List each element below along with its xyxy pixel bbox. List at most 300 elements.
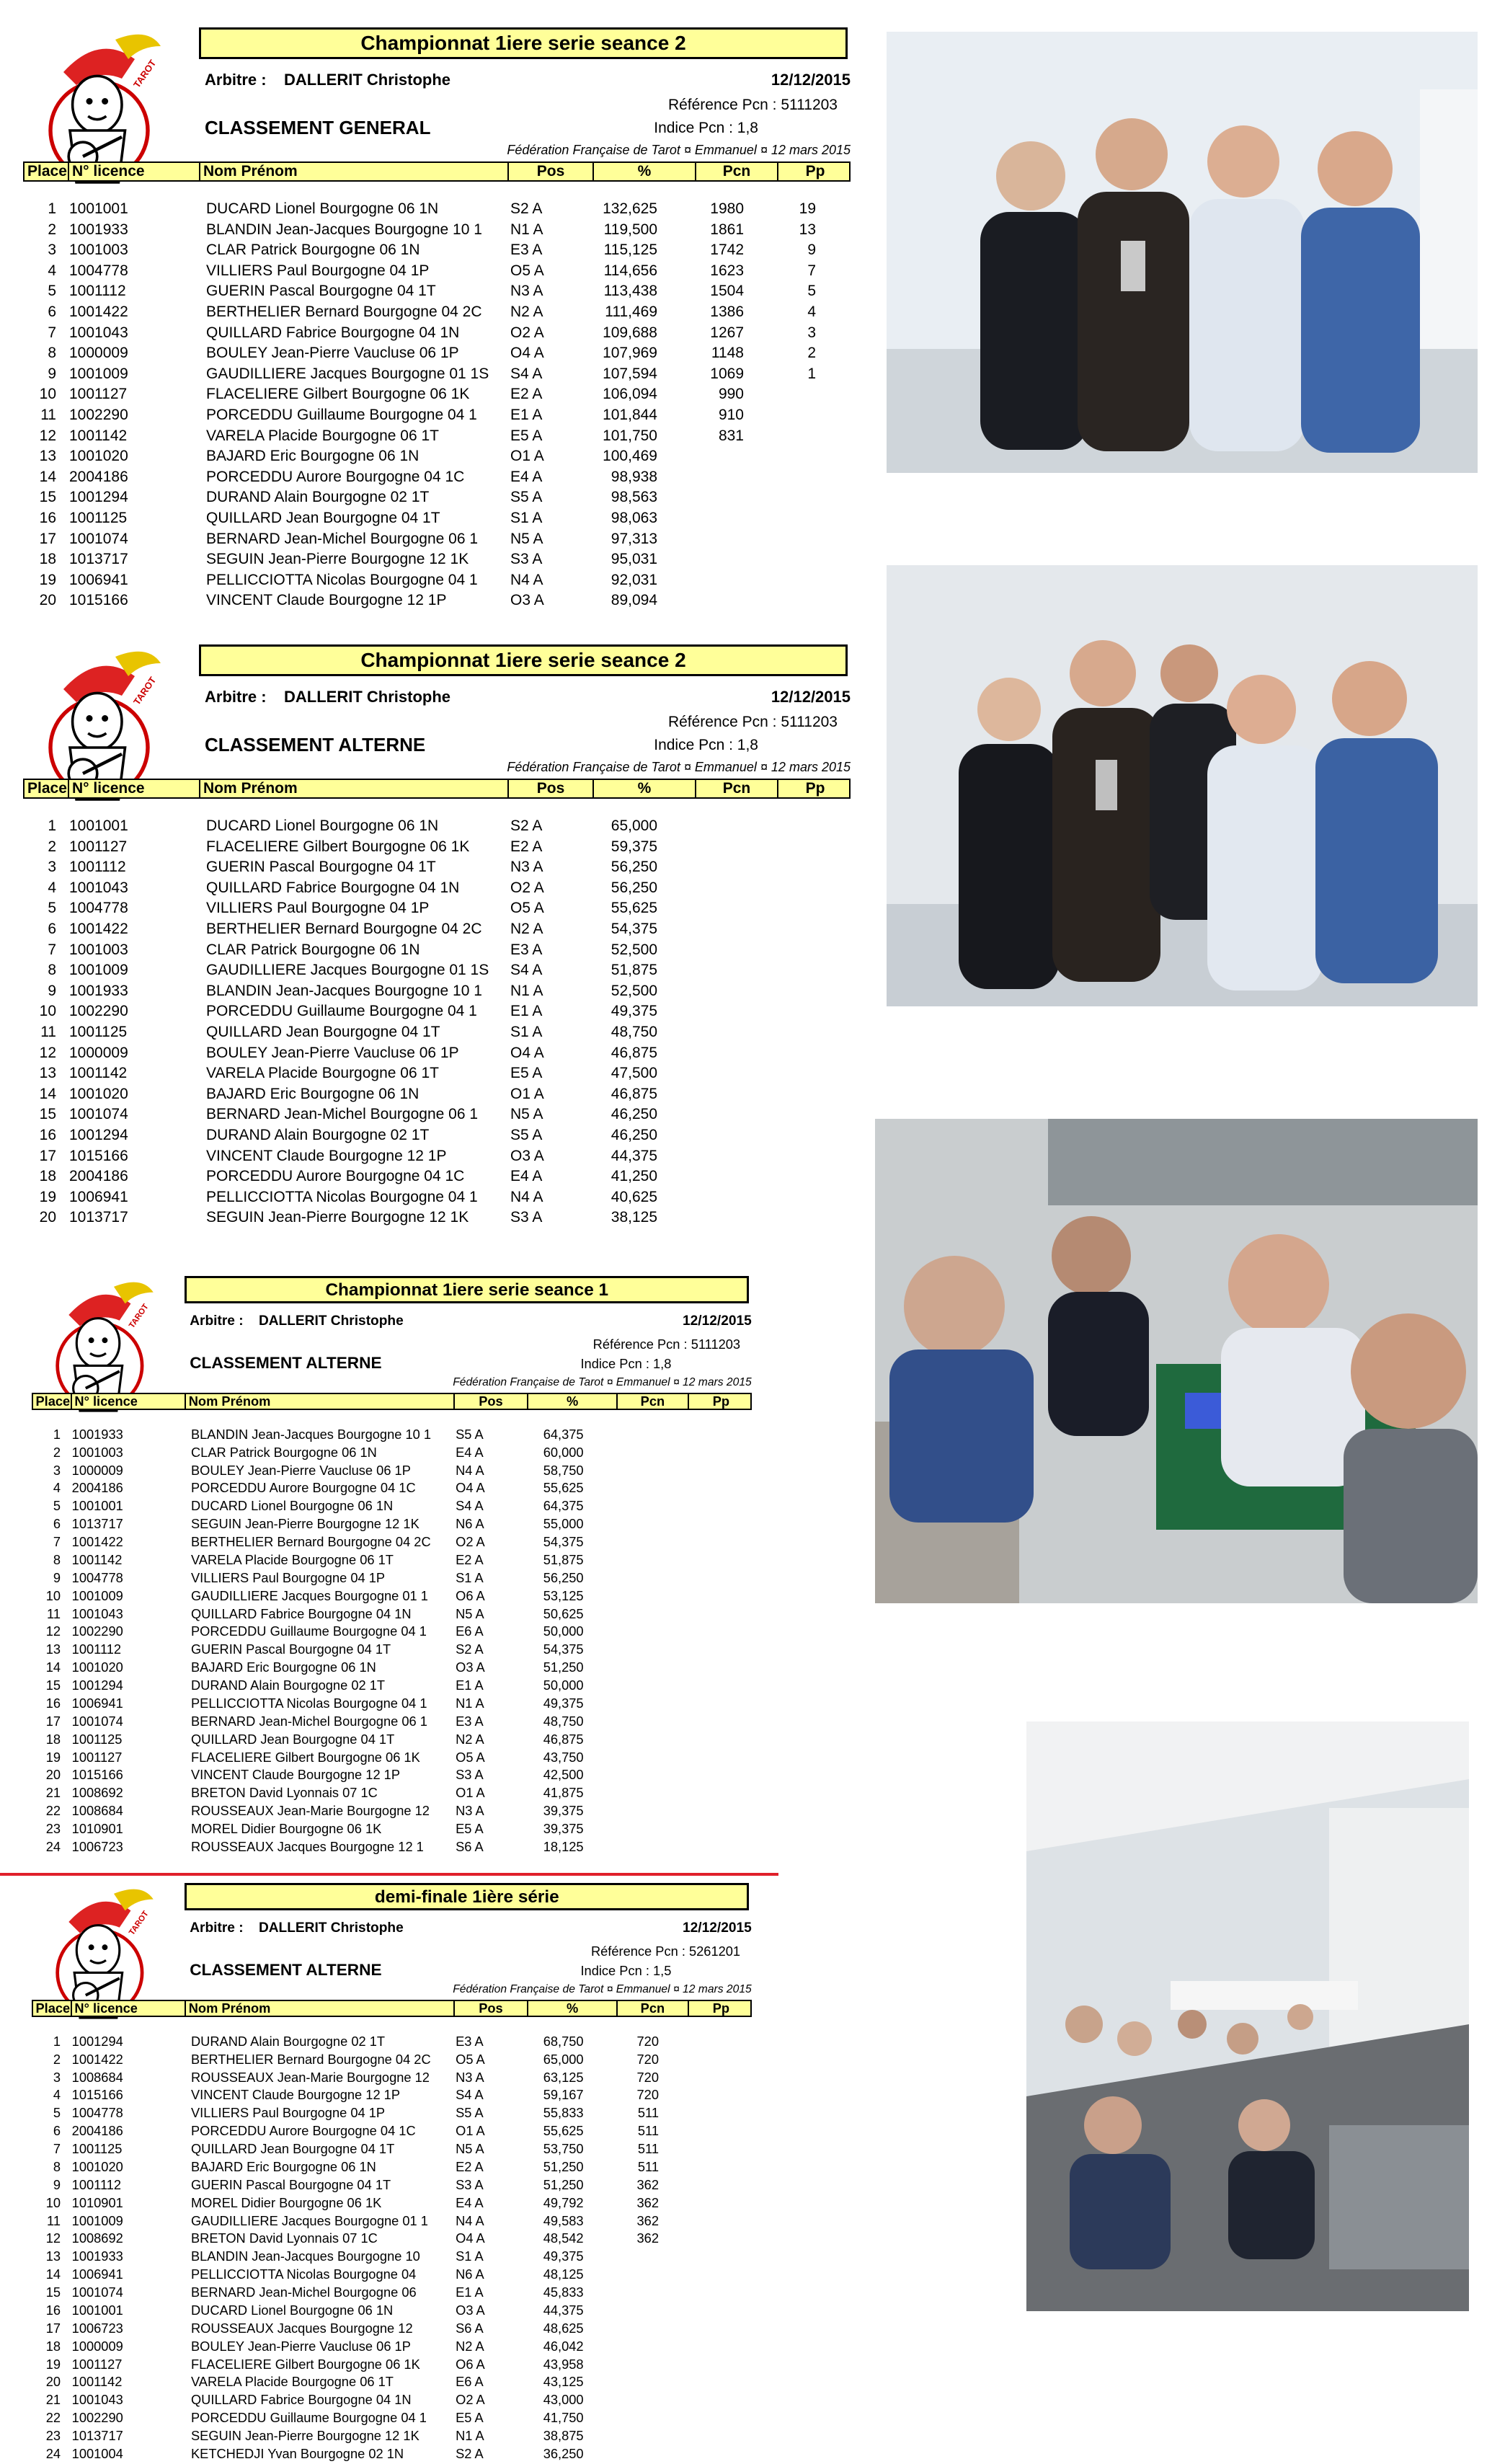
table-cell: 14 bbox=[39, 1085, 56, 1102]
table-cell: 40,625 bbox=[611, 1188, 657, 1205]
table-cell: O5 A bbox=[510, 900, 544, 917]
table-row bbox=[23, 324, 851, 345]
table-row bbox=[32, 1606, 752, 1624]
logo-text: TAROT bbox=[128, 1909, 151, 1937]
table-cell: 50,000 bbox=[543, 1623, 584, 1639]
table-cell: DUCARD Lionel Bourgogne 06 1N bbox=[190, 2302, 394, 2318]
table-cell: 1861 bbox=[710, 221, 744, 238]
header-cell: Pp bbox=[712, 2000, 730, 2016]
table-cell: 1001043 bbox=[69, 324, 128, 341]
table-cell: 2 bbox=[48, 838, 56, 855]
table-cell: 1 bbox=[807, 365, 816, 382]
table-cell: 4 bbox=[53, 1480, 61, 1496]
table-cell: PORCEDDU Guillaume Bourgogne 04 1 bbox=[206, 406, 477, 423]
table-cell: O3 A bbox=[510, 592, 544, 609]
table-cell: S4 A bbox=[510, 962, 543, 979]
table-cell: 56,250 bbox=[611, 859, 657, 876]
table-cell: 98,063 bbox=[611, 509, 657, 526]
table-cell: ROUSSEAUX Jacques Bourgogne 12 bbox=[190, 2320, 413, 2336]
table-cell: DURAND Alain Bourgogne 02 1T bbox=[190, 2033, 386, 2049]
table-cell: E5 A bbox=[510, 427, 543, 444]
table-cell: 19 bbox=[45, 1749, 61, 1765]
table-cell: 3 bbox=[807, 324, 816, 341]
table-cell: N3 A bbox=[456, 2069, 484, 2085]
table-cell: SEGUIN Jean-Pierre Bourgogne 12 1K bbox=[190, 1516, 419, 1532]
table-cell: E3 A bbox=[456, 1713, 484, 1729]
table-cell: 1001294 bbox=[71, 2033, 123, 2049]
table-cell: BERTHELIER Bernard Bourgogne 04 2C bbox=[190, 2051, 431, 2067]
table-cell: VINCENT Claude Bourgogne 12 1P bbox=[206, 1147, 447, 1164]
table-cell: 59,167 bbox=[543, 2087, 584, 2103]
table-cell: 46,875 bbox=[543, 1731, 584, 1747]
table-row bbox=[32, 2446, 752, 2464]
table-cell: 48,750 bbox=[543, 1713, 584, 1729]
table-cell: 43,750 bbox=[543, 1749, 584, 1765]
section-title: demi-finale 1ière série bbox=[185, 1883, 749, 1910]
table-cell: BERTHELIER Bernard Bourgogne 04 2C bbox=[190, 1534, 431, 1550]
table-cell: 13 bbox=[39, 448, 56, 465]
table-cell: 15 bbox=[39, 489, 56, 506]
table-cell: 46,250 bbox=[611, 1126, 657, 1143]
table-cell: E4 A bbox=[456, 1444, 484, 1460]
table-cell: DUCARD Lionel Bourgogne 06 1N bbox=[206, 200, 439, 217]
table-cell: 50,625 bbox=[543, 1605, 584, 1621]
table-header bbox=[23, 161, 851, 182]
table-cell: 9 bbox=[48, 365, 56, 382]
table-cell: 55,625 bbox=[611, 900, 657, 917]
table-row bbox=[23, 1148, 851, 1169]
table-cell: 54,375 bbox=[611, 920, 657, 937]
table-cell: BOULEY Jean-Pierre Vaucluse 06 1P bbox=[190, 1462, 411, 1478]
table-row bbox=[32, 2374, 752, 2392]
table-cell: 1006941 bbox=[71, 1695, 123, 1711]
table-cell: 14 bbox=[45, 1659, 61, 1675]
table-row bbox=[23, 365, 851, 386]
header-cell: Pp bbox=[805, 163, 825, 180]
header-cell: Nom Prénom bbox=[200, 780, 509, 797]
table-cell: 990 bbox=[718, 386, 744, 403]
table-cell: 5 bbox=[48, 900, 56, 917]
table-cell: FLACELIERE Gilbert Bourgogne 06 1K bbox=[190, 1749, 420, 1765]
table-cell: 1001003 bbox=[71, 1444, 123, 1460]
table-cell: 1001933 bbox=[71, 2248, 123, 2264]
table-cell: 2004186 bbox=[69, 1168, 128, 1185]
table-cell: 7 bbox=[53, 2141, 61, 2157]
table-cell: PELLICCIOTTA Nicolas Bourgogne 04 bbox=[190, 2266, 417, 2282]
table-cell: E1 A bbox=[456, 2284, 484, 2300]
table-cell: 19 bbox=[39, 571, 56, 588]
table-row bbox=[32, 1659, 752, 1678]
table-row bbox=[32, 2392, 752, 2410]
table-cell: S2 A bbox=[510, 817, 543, 834]
table-row bbox=[23, 427, 851, 448]
table-cell: QUILLARD Jean Bourgogne 04 1T bbox=[206, 509, 440, 526]
table-cell: N1 A bbox=[510, 221, 543, 238]
table-header bbox=[23, 779, 851, 799]
table-cell: BOULEY Jean-Pierre Vaucluse 06 1P bbox=[190, 2338, 411, 2354]
table-cell: 3 bbox=[53, 2069, 61, 2085]
section-separator bbox=[0, 1873, 778, 1876]
table-row bbox=[23, 469, 851, 489]
table-cell: 21 bbox=[45, 1785, 61, 1801]
table-cell: ROUSSEAUX Jean-Marie Bourgogne 12 bbox=[190, 1803, 430, 1819]
table-cell: 1015166 bbox=[71, 2087, 123, 2103]
table-cell: 7 bbox=[53, 1534, 61, 1550]
table-row bbox=[32, 2321, 752, 2339]
table-cell: O5 A bbox=[456, 2051, 485, 2067]
table-cell: 65,000 bbox=[543, 2051, 584, 2067]
arbitre-label: Arbitre : bbox=[205, 688, 267, 706]
reference-pcn: Référence Pcn : 5111203 bbox=[592, 1336, 741, 1352]
table-cell: 50,000 bbox=[543, 1678, 584, 1693]
table-row bbox=[23, 1065, 851, 1086]
table-cell: 52,500 bbox=[611, 941, 657, 958]
table-cell: E5 A bbox=[456, 1821, 484, 1837]
federation-note: Fédération Française de Tarot ¤ Emmanuel ¤ 12 mars 2015 bbox=[453, 1376, 752, 1389]
table-cell: E4 A bbox=[510, 1168, 543, 1185]
table-cell: ROUSSEAUX Jean-Marie Bourgogne 12 bbox=[190, 2069, 430, 2085]
table-row bbox=[32, 1785, 752, 1803]
table-row bbox=[23, 448, 851, 469]
table-cell: 1001422 bbox=[69, 920, 128, 937]
table-cell: 11 bbox=[40, 406, 56, 423]
table-cell: 17 bbox=[39, 530, 56, 547]
table-cell: E3 A bbox=[510, 241, 543, 259]
table-row bbox=[23, 262, 851, 283]
table-cell: 1008692 bbox=[71, 2230, 123, 2246]
header-cell: Pos bbox=[509, 780, 594, 797]
table-cell: 59,375 bbox=[611, 838, 657, 855]
table-row bbox=[32, 1463, 752, 1481]
table-cell: 42,500 bbox=[543, 1767, 584, 1783]
table-cell: 2004186 bbox=[69, 468, 128, 485]
table-cell: S6 A bbox=[456, 1838, 484, 1854]
header-cell: Pcn bbox=[618, 2001, 689, 2016]
table-cell: 1006941 bbox=[69, 571, 128, 588]
table-cell: S1 A bbox=[456, 2248, 484, 2264]
table-cell: O4 A bbox=[456, 1480, 485, 1496]
table-cell: E3 A bbox=[510, 941, 543, 958]
table-cell: 4 bbox=[807, 303, 816, 320]
table-cell: GAUDILLIERE Jacques Bourgogne 01 1 bbox=[190, 1587, 428, 1603]
table-cell: 720 bbox=[636, 2051, 659, 2067]
table-row bbox=[32, 2266, 752, 2284]
table-cell: 18,125 bbox=[543, 1838, 584, 1854]
table-cell: 1742 bbox=[710, 241, 744, 259]
table-cell: O2 A bbox=[456, 2392, 485, 2408]
table-cell: 1004778 bbox=[71, 2105, 123, 2121]
session-date: 12/12/2015 bbox=[771, 71, 851, 89]
header-cell: Nom Prénom bbox=[186, 1394, 454, 1409]
table-cell: VARELA Placide Bourgogne 06 1T bbox=[206, 427, 439, 444]
table-cell: 362 bbox=[636, 2194, 659, 2210]
table-cell: FLACELIERE Gilbert Bourgogne 06 1K bbox=[206, 386, 470, 403]
table-cell: 18 bbox=[45, 1731, 61, 1747]
table-row bbox=[23, 859, 851, 879]
table-cell: 13 bbox=[45, 2248, 61, 2264]
table-cell: BLANDIN Jean-Jacques Bourgogne 10 1 bbox=[206, 982, 482, 999]
table-cell: 51,875 bbox=[611, 962, 657, 979]
table-cell: 119,500 bbox=[603, 221, 657, 238]
header-cell: % bbox=[528, 2001, 618, 2016]
table-cell: 14 bbox=[45, 2266, 61, 2282]
table-cell: E3 A bbox=[456, 2033, 484, 2049]
table-cell: PORCEDDU Aurore Bourgogne 04 1C bbox=[190, 1480, 416, 1496]
table-cell: 132,625 bbox=[603, 200, 657, 217]
table-row bbox=[32, 1498, 752, 1516]
table-cell: 46,250 bbox=[611, 1106, 657, 1123]
table-cell: 98,563 bbox=[611, 489, 657, 506]
table-cell: 14 bbox=[39, 468, 56, 485]
table-cell: 44,375 bbox=[611, 1147, 657, 1164]
table-row bbox=[32, 1678, 752, 1696]
photo-tournament-room bbox=[1026, 1721, 1469, 2311]
table-cell: E4 A bbox=[510, 468, 543, 485]
table-cell: 1004778 bbox=[69, 262, 128, 279]
table-cell: 1008684 bbox=[71, 1803, 123, 1819]
table-cell: PELLICCIOTTA Nicolas Bourgogne 04 1 bbox=[206, 1188, 478, 1205]
table-cell: 24 bbox=[45, 2445, 61, 2461]
table-cell: 12 bbox=[39, 427, 56, 444]
table-cell: 1 bbox=[48, 817, 56, 834]
classement-label: CLASSEMENT GENERAL bbox=[205, 117, 431, 138]
table-cell: 1006941 bbox=[69, 1188, 128, 1205]
table-cell: N2 A bbox=[456, 2338, 484, 2354]
table-cell: 2004186 bbox=[71, 1480, 123, 1496]
table-cell: 1001001 bbox=[71, 2302, 123, 2318]
table-cell: E4 A bbox=[456, 2194, 484, 2210]
table-cell: 1001009 bbox=[69, 365, 128, 382]
header-cell: Place bbox=[25, 163, 69, 180]
table-row bbox=[32, 1480, 752, 1498]
table-cell: VARELA Placide Bourgogne 06 1T bbox=[206, 1065, 439, 1082]
table-cell: 1001933 bbox=[69, 221, 128, 238]
table-row bbox=[32, 2052, 752, 2070]
table-cell: O2 A bbox=[510, 324, 544, 341]
table-cell: 10 bbox=[45, 1587, 61, 1603]
table-cell: 58,750 bbox=[543, 1462, 584, 1478]
arbitre-label: Arbitre : bbox=[190, 1920, 244, 1936]
table-cell: 43,000 bbox=[543, 2392, 584, 2408]
table-cell: 7 bbox=[807, 262, 816, 279]
table-cell: 56,250 bbox=[611, 879, 657, 896]
table-cell: 52,500 bbox=[611, 982, 657, 999]
table-cell: 1001933 bbox=[69, 982, 128, 999]
table-row bbox=[32, 2230, 752, 2248]
ranking-table bbox=[32, 2034, 752, 2464]
table-cell: 65,000 bbox=[611, 817, 657, 834]
ranking-table bbox=[32, 1427, 752, 1857]
table-cell: QUILLARD Fabrice Bourgogne 04 1N bbox=[190, 1605, 412, 1621]
table-cell: 1001422 bbox=[71, 1534, 123, 1550]
table-cell: 6 bbox=[48, 303, 56, 320]
table-cell: S2 A bbox=[456, 1641, 484, 1657]
table-cell: BERTHELIER Bernard Bourgogne 04 2C bbox=[206, 303, 482, 320]
table-cell: 1001001 bbox=[69, 200, 128, 217]
table-cell: 23 bbox=[45, 1821, 61, 1837]
table-cell: 16 bbox=[39, 509, 56, 526]
indice-pcn: Indice Pcn : 1,5 bbox=[580, 1963, 672, 1979]
table-cell: 49,583 bbox=[543, 2212, 584, 2228]
table-cell: BRETON David Lyonnais 07 1C bbox=[190, 2230, 378, 2246]
table-row bbox=[32, 1696, 752, 1714]
table-cell: 11 bbox=[47, 2212, 61, 2228]
table-cell: 48,125 bbox=[543, 2266, 584, 2282]
arbitre-label: Arbitre : bbox=[190, 1313, 244, 1329]
table-cell: 3 bbox=[53, 1462, 61, 1478]
table-cell: SEGUIN Jean-Pierre Bourgogne 12 1K bbox=[206, 551, 469, 568]
table-row bbox=[32, 2034, 752, 2052]
table-cell: O2 A bbox=[510, 879, 544, 896]
table-row bbox=[32, 1732, 752, 1750]
table-cell: SEGUIN Jean-Pierre Bourgogne 12 1K bbox=[206, 1209, 469, 1226]
table-cell: 3 bbox=[48, 859, 56, 876]
table-cell: S1 A bbox=[510, 1023, 543, 1040]
table-cell: 1267 bbox=[710, 324, 744, 341]
table-cell: 1001003 bbox=[69, 241, 128, 259]
table-cell: 362 bbox=[636, 2212, 659, 2228]
header-cell: Nom Prénom bbox=[200, 163, 509, 180]
table-row bbox=[23, 510, 851, 531]
table-cell: 1001127 bbox=[69, 838, 128, 855]
table-row bbox=[32, 2410, 752, 2428]
table-cell: 511 bbox=[637, 2158, 659, 2174]
table-cell: BOULEY Jean-Pierre Vaucluse 06 1P bbox=[206, 345, 459, 362]
table-cell: BAJARD Eric Bourgogne 06 1N bbox=[206, 1085, 419, 1102]
table-row bbox=[23, 221, 851, 242]
photo-card-game bbox=[875, 1119, 1478, 1603]
table-cell: 101,750 bbox=[603, 427, 657, 444]
table-cell: 1001127 bbox=[69, 386, 128, 403]
table-cell: 1148 bbox=[711, 345, 744, 362]
table-row bbox=[32, 2428, 752, 2446]
arbitre-name: DALLERIT Christophe bbox=[284, 688, 450, 706]
indice-pcn: Indice Pcn : 1,8 bbox=[654, 120, 758, 136]
table-row bbox=[32, 1767, 752, 1785]
table-cell: GUERIN Pascal Bourgogne 04 1T bbox=[206, 859, 436, 876]
table-cell: PORCEDDU Guillaume Bourgogne 04 1 bbox=[190, 1623, 427, 1639]
table-cell: 1013717 bbox=[71, 1516, 123, 1532]
table-cell: VILLIERS Paul Bourgogne 04 1P bbox=[190, 2105, 386, 2121]
table-cell: N6 A bbox=[456, 1516, 484, 1532]
table-cell: 43,125 bbox=[543, 2374, 584, 2390]
table-cell: BLANDIN Jean-Jacques Bourgogne 10 bbox=[190, 2248, 420, 2264]
table-cell: 107,594 bbox=[603, 365, 657, 382]
table-cell: 2 bbox=[48, 221, 56, 238]
table-cell: 53,750 bbox=[543, 2141, 584, 2157]
federation-note: Fédération Française de Tarot ¤ Emmanuel ¤ 12 mars 2015 bbox=[453, 1983, 752, 1996]
table-row bbox=[23, 962, 851, 983]
table-cell: S3 A bbox=[510, 551, 543, 568]
table-cell: E6 A bbox=[456, 2374, 484, 2390]
table-cell: 1001074 bbox=[71, 1713, 123, 1729]
table-cell: 1002290 bbox=[71, 2410, 123, 2426]
table-cell: QUILLARD Fabrice Bourgogne 04 1N bbox=[206, 324, 460, 341]
table-row bbox=[32, 2141, 752, 2159]
table-cell: 1002290 bbox=[69, 406, 128, 423]
header-cell: Pos bbox=[455, 2001, 529, 2016]
table-cell: 100,469 bbox=[603, 448, 657, 465]
table-cell: 41,250 bbox=[611, 1168, 657, 1185]
table-cell: 1001127 bbox=[71, 1749, 123, 1765]
table-cell: 1001074 bbox=[71, 2284, 123, 2300]
table-cell: O1 A bbox=[510, 448, 544, 465]
table-cell: 1002290 bbox=[69, 1003, 128, 1020]
table-cell: N6 A bbox=[456, 2266, 484, 2282]
table-cell: 1008684 bbox=[71, 2069, 123, 2085]
table-cell: 1001004 bbox=[71, 2445, 123, 2461]
table-cell: 12 bbox=[39, 1044, 56, 1061]
table-cell: QUILLARD Jean Bourgogne 04 1T bbox=[190, 2141, 395, 2157]
header-cell: Pp bbox=[805, 780, 825, 797]
table-row bbox=[32, 2087, 752, 2105]
table-cell: 55,625 bbox=[543, 2123, 584, 2139]
table-cell: 10 bbox=[39, 386, 56, 403]
table-row bbox=[32, 1534, 752, 1552]
table-cell: VILLIERS Paul Bourgogne 04 1P bbox=[206, 262, 430, 279]
header-cell: Pcn bbox=[696, 163, 778, 180]
table-cell: N1 A bbox=[510, 982, 543, 999]
table-cell: 8 bbox=[53, 1551, 61, 1567]
table-row bbox=[32, 1803, 752, 1821]
table-row bbox=[32, 1623, 752, 1641]
table-cell: 60,000 bbox=[543, 1444, 584, 1460]
table-cell: 1001125 bbox=[71, 2141, 123, 2157]
table-cell: 10 bbox=[45, 2194, 61, 2210]
arbitre-label: Arbitre : bbox=[205, 71, 267, 89]
table-cell: 13 bbox=[39, 1065, 56, 1082]
table-cell: 44,375 bbox=[543, 2302, 584, 2318]
table-cell: 95,031 bbox=[611, 551, 657, 568]
header-cell: % bbox=[594, 163, 696, 180]
table-cell: 46,875 bbox=[611, 1085, 657, 1102]
table-cell: E2 A bbox=[510, 386, 543, 403]
table-cell: 101,844 bbox=[603, 406, 657, 423]
reference-pcn: Référence Pcn : 5111203 bbox=[667, 714, 838, 730]
table-cell: BLANDIN Jean-Jacques Bourgogne 10 1 bbox=[190, 1426, 432, 1442]
table-cell: 12 bbox=[45, 1623, 61, 1639]
table-cell: 1001294 bbox=[71, 1678, 123, 1693]
table-cell: 1001422 bbox=[69, 303, 128, 320]
table-cell: 49,792 bbox=[543, 2194, 584, 2210]
table-row bbox=[32, 2284, 752, 2303]
table-cell: 15 bbox=[45, 1678, 61, 1693]
table-cell: 6 bbox=[53, 2123, 61, 2139]
table-cell: 1001933 bbox=[71, 1426, 123, 1442]
table-row bbox=[32, 1588, 752, 1606]
table-cell: N5 A bbox=[510, 530, 543, 547]
table-cell: 20 bbox=[45, 1767, 61, 1783]
table-row bbox=[32, 1839, 752, 1857]
table-cell: ROUSSEAUX Jacques Bourgogne 12 1 bbox=[190, 1838, 424, 1854]
arbitre-name: DALLERIT Christophe bbox=[258, 1920, 404, 1936]
table-cell: MOREL Didier Bourgogne 06 1K bbox=[190, 2194, 382, 2210]
table-cell: PORCEDDU Guillaume Bourgogne 04 1 bbox=[190, 2410, 427, 2426]
table-cell: O3 A bbox=[456, 2302, 485, 2318]
table-cell: VILLIERS Paul Bourgogne 04 1P bbox=[206, 900, 430, 917]
table-cell: 64,375 bbox=[543, 1498, 584, 1514]
table-cell: 39,375 bbox=[543, 1803, 584, 1819]
table-cell: 1010901 bbox=[71, 1821, 123, 1837]
table-cell: N2 A bbox=[510, 303, 543, 320]
table-cell: S1 A bbox=[456, 1569, 484, 1585]
table-cell: 9 bbox=[53, 1569, 61, 1585]
table-cell: N1 A bbox=[456, 1695, 484, 1711]
header-cell: N° licence bbox=[69, 163, 200, 180]
table-cell: S2 A bbox=[456, 2445, 484, 2461]
table-row bbox=[23, 1003, 851, 1024]
table-cell: 46,042 bbox=[543, 2338, 584, 2354]
